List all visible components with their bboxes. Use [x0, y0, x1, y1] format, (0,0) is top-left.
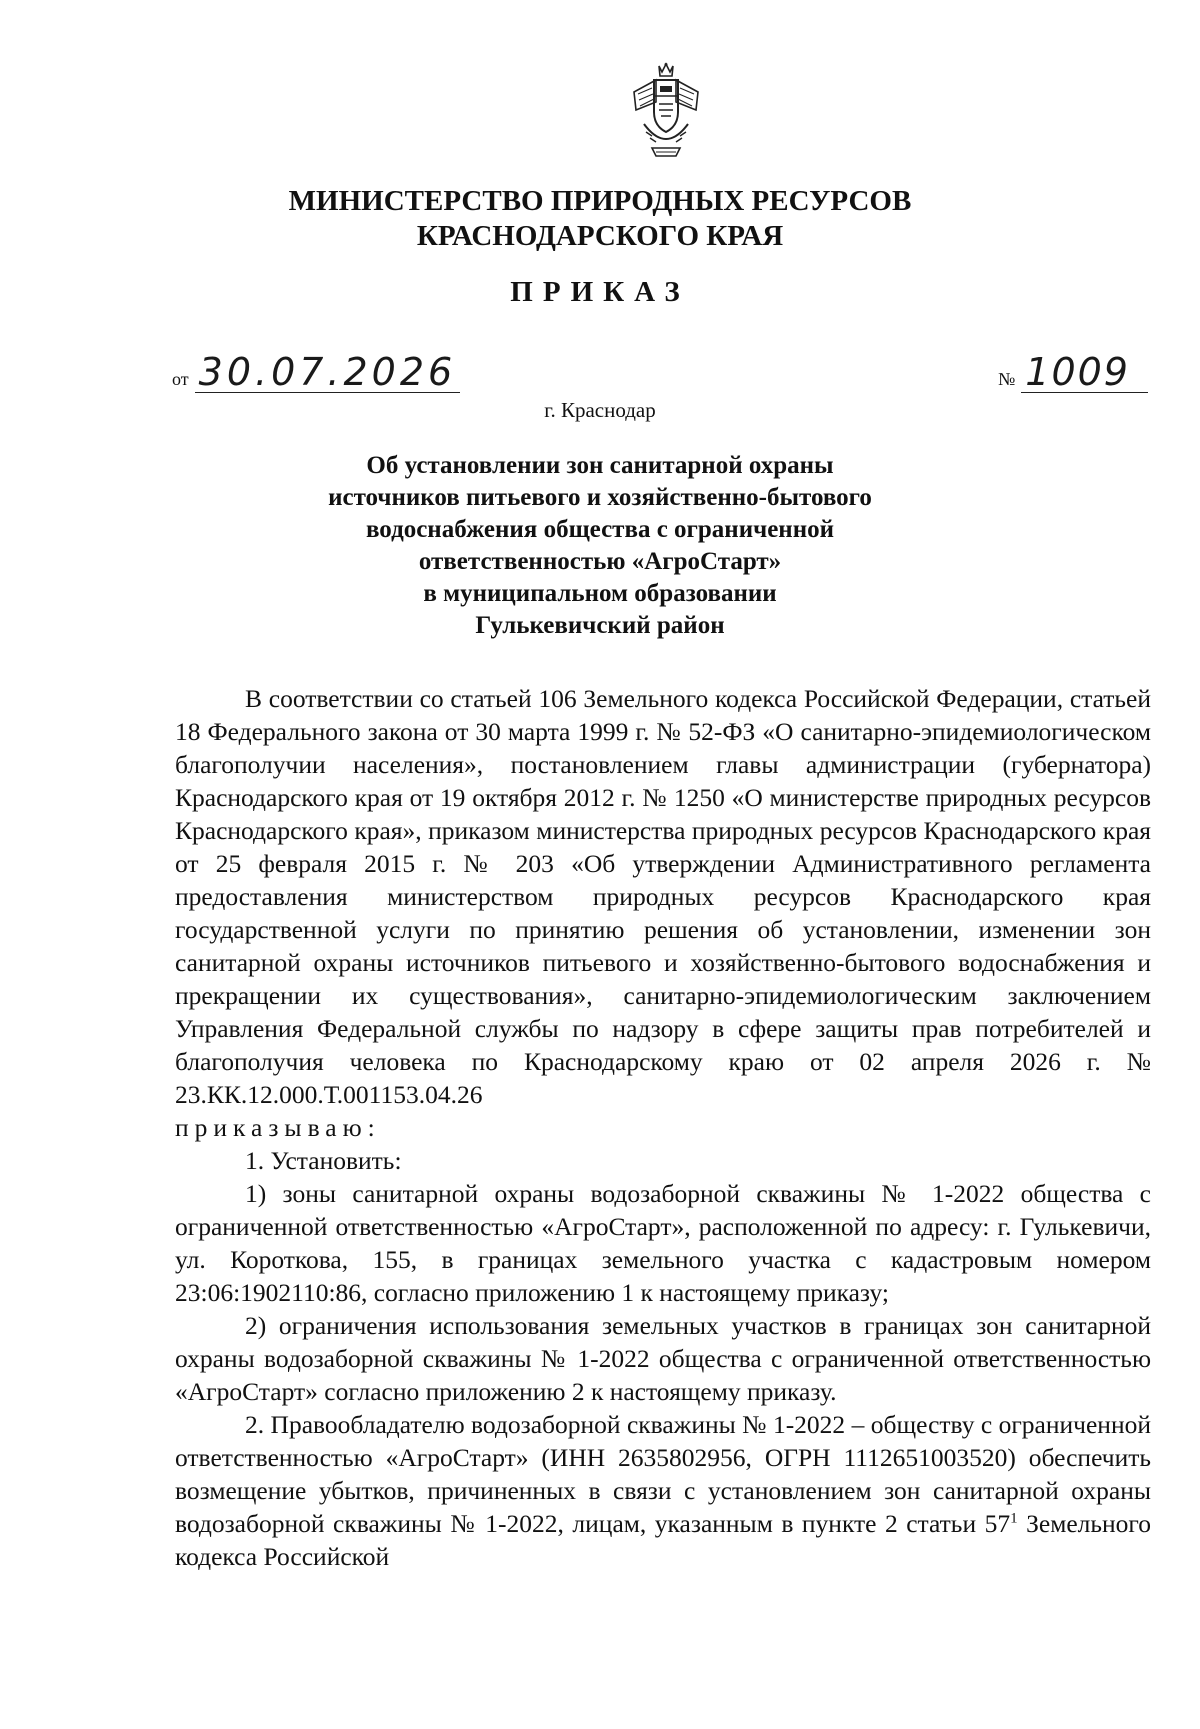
ministry-name-line2: КРАСНОДАРСКОГО КРАЯ [416, 220, 784, 252]
city-line: г. Краснодар [544, 398, 656, 422]
subject-line: ответственностью «АгроСтарт» [418, 548, 782, 575]
order-word: приказываю: [175, 1113, 381, 1142]
subject-line: Об установлении зон санитарной охраны [366, 452, 834, 479]
item-1-1: 1) зоны санитарной охраны водозаборной скважины № 1-2022 общества с ограниченной ответственностью «АгроСтарт», расположенной по адресу: г. Гулькевичи, ул. Короткова, 155, в границах земельного участка с кадастровым номером 23:06:1902110:86, согласно приложению 1 к настоящему приказу; [175, 1179, 1151, 1307]
document-type-title: ПРИКАЗ [510, 276, 690, 308]
subject-line: Гулькевичский район [475, 612, 725, 639]
subject-line: источников питьевого и хозяйственно-бытового [328, 484, 872, 511]
document-subject [0, 450, 1200, 642]
date-prefix: от [172, 369, 189, 389]
ministry-name-line1: МИНИСТЕРСТВО ПРИРОДНЫХ РЕСУРСОВ [288, 185, 912, 217]
item-2-text-end: Земельного кодекса Российской [175, 1509, 1151, 1571]
preamble-paragraph: В соответствии со статьей 106 Земельного кодекса Российской Федерации, статьей 18 Федерального закона от 30 марта 1999 г. № 52-ФЗ «О санитарно-эпидемиологическом благополучии населения», постановлением главы администрации (губернатора) Краснодарского края от 19 октября 2012 г. № 1250 «О министерстве природных ресурсов Краснодарского края», приказом министерства природных ресурсов Краснодарского края от 25 февраля 2015 г. № 203 «Об утверждении Административного регламента предоставления министерством природных ресурсов Краснодарского края государственной услуги по принятию решения об установлении, изменении зон санитарной охраны источников питьевого и хозяйственно-бытового водоснабжения и прекращении их существования», санитарно-эпидемиологическим заключением Управления Федеральной службы по надзору в сфере защиты прав потребителей и благополучия человека по Краснодарскому краю от 02 апреля 2026 г. № 23.КК.12.000.Т.001153.04.26 [175, 684, 1151, 1109]
document-number: 1009 [1021, 352, 1148, 393]
date-block [172, 352, 460, 392]
item-2-superscript: 1 [1010, 1510, 1018, 1527]
subject-line: водоснабжения общества с ограниченной [365, 516, 835, 543]
number-prefix: № [998, 369, 1016, 389]
subject-line: в муниципальном образовании [423, 580, 777, 607]
item-1: 1. Установить: [245, 1146, 402, 1175]
number-block [998, 352, 1148, 392]
krasnodar-coat-of-arms-icon [626, 62, 706, 162]
item-2 [175, 1408, 1151, 1573]
document-date: 30.07.2026 [195, 352, 461, 393]
coat-of-arms-icon [626, 62, 706, 162]
document-body [175, 682, 1151, 1573]
item-1-2: 2) ограничения использования земельных участков в границах зон санитарной охраны водозаборной скважины № 1-2022 общества с ограниченной ответственностью «АгроСтарт» согласно приложению 2 к настоящему приказу. [175, 1311, 1151, 1406]
item-2-text: 2. Правообладателю водозаборной скважины № 1-2022 – обществу с ограниченной ответственностью «АгроСтарт» (ИНН 2635802956, ОГРН 1112651003520) обеспечить возмещение убытков, причиненных в связи с установлением зон санитарной охраны водозаборной скважины № 1-2022, лицам, указанным в пункте 2 статьи 57 [175, 1410, 1151, 1538]
